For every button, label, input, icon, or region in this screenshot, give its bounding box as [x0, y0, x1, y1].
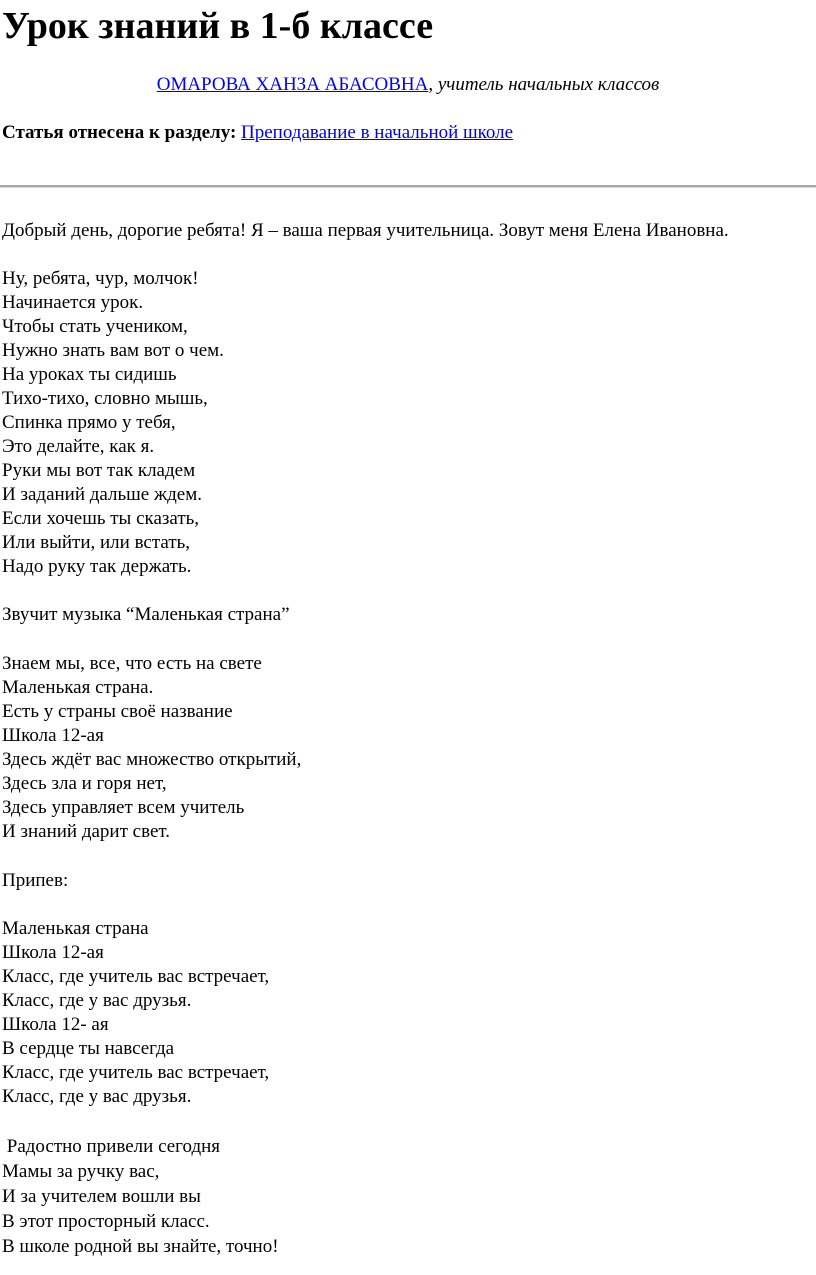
- section-link[interactable]: Преподавание в начальной школе: [241, 122, 514, 143]
- song-verse: [2, 652, 301, 844]
- chorus-label: Припев:: [2, 870, 69, 891]
- song-line: И знаний дарит свет.: [2, 821, 171, 842]
- section-label: Статья отнесена к разделу:: [2, 122, 237, 143]
- article-title: Урок знаний в 1-б классе: [2, 5, 434, 47]
- song-line: Здесь зла и горя нет,: [2, 773, 167, 794]
- divider: [0, 185, 816, 188]
- poem-1: [2, 267, 224, 579]
- chorus-line: Класс, где у вас друзья.: [2, 990, 192, 1011]
- song-line: Есть у страны своё название: [2, 701, 233, 722]
- intro-paragraph: [2, 219, 729, 243]
- poem-line: Чтобы стать учеником,: [2, 316, 188, 337]
- chorus-line: Класс, где учитель вас встречает,: [2, 1062, 270, 1083]
- author-role: учитель начальных классов: [437, 74, 660, 95]
- author-link[interactable]: ОМАРОВА ХАНЗА АБАСОВНА: [156, 74, 429, 95]
- poem-line: Надо руку так держать.: [2, 556, 192, 577]
- poem-line: И заданий дальше ждем.: [2, 484, 202, 505]
- chorus-line: Класс, где учитель вас встречает,: [2, 966, 270, 987]
- chorus-line: В сердце ты навсегда: [2, 1038, 175, 1059]
- poem-line: Если хочешь ты сказать,: [2, 508, 200, 529]
- poem-line: Нужно знать вам вот о чем.: [2, 340, 224, 361]
- poem-line: В школе родной вы знайте, точно!: [2, 1236, 279, 1257]
- chorus-line: Маленькая страна: [2, 918, 149, 939]
- poem-line: На уроках ты сидишь: [2, 364, 177, 385]
- author-line: [0, 72, 816, 98]
- poem-2: [2, 1134, 279, 1259]
- poem-line: В этот просторный класс.: [2, 1211, 210, 1232]
- music-paragraph: [2, 603, 290, 627]
- poem-line: Радостно привели сегодня: [2, 1136, 221, 1157]
- song-line: Здесь ждёт вас множество открытий,: [2, 749, 302, 770]
- author-separator: ,: [428, 74, 434, 95]
- chorus-line: Школа 12-ая: [2, 942, 104, 963]
- poem-line: Тихо-тихо, словно мышь,: [2, 388, 208, 409]
- song-line: Знаем мы, все, что есть на свете: [2, 653, 262, 674]
- music-line: Звучит музыка “Маленькая страна”: [2, 604, 290, 625]
- song-line: Здесь управляет всем учитель: [2, 797, 245, 818]
- poem-line: Это делайте, как я.: [2, 436, 155, 457]
- song-line: Маленькая страна.: [2, 677, 154, 698]
- poem-line: Мамы за ручку вас,: [2, 1161, 160, 1182]
- section-line: [2, 120, 513, 146]
- poem-line: Спинка прямо у тебя,: [2, 412, 176, 433]
- chorus-line: Школа 12- ая: [2, 1014, 109, 1035]
- poem-line: Или выйти, или встать,: [2, 532, 191, 553]
- chorus: [2, 917, 269, 1109]
- song-line: Школа 12-ая: [2, 725, 104, 746]
- chorus-label-paragraph: [2, 869, 68, 893]
- chorus-line: Класс, где у вас друзья.: [2, 1086, 192, 1107]
- intro-text: Добрый день, дорогие ребята! Я – ваша первая учительница. Зовут меня Елена Ивановна.: [2, 220, 729, 241]
- poem-line: Ну, ребята, чур, молчок!: [2, 268, 199, 289]
- poem-line: Руки мы вот так кладем: [2, 460, 196, 481]
- poem-line: И за учителем вошли вы: [2, 1186, 201, 1207]
- poem-line: Начинается урок.: [2, 292, 144, 313]
